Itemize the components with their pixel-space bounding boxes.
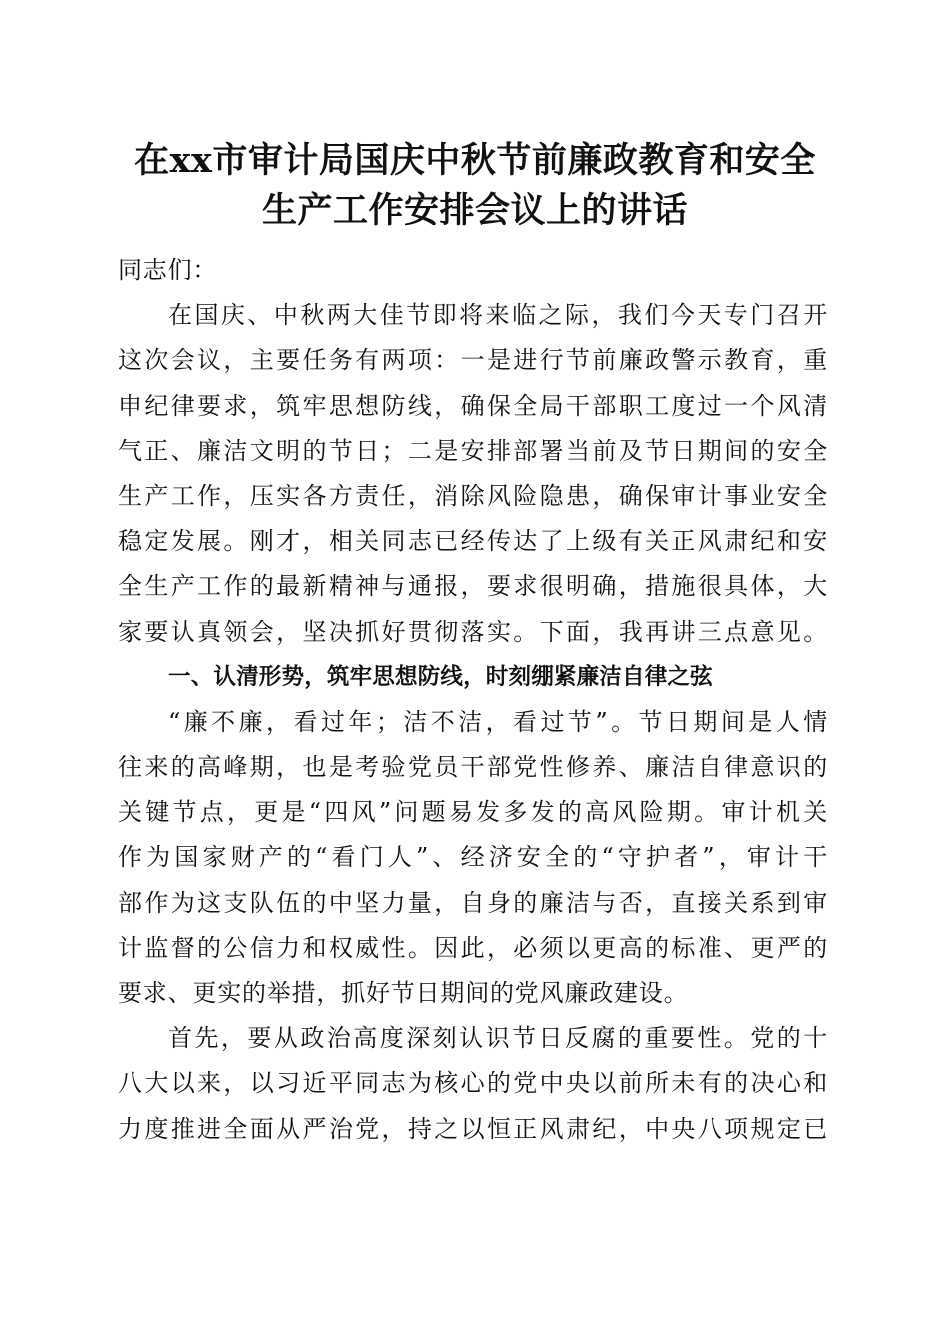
document-title (100, 136, 850, 236)
paragraph-line: “廉不廉，看过年；洁不洁，看过节”。节日期间是人情 (168, 707, 828, 736)
paragraph-line: 八大以来，以习近平同志为核心的党中央以前所未有的决心和 (118, 1069, 828, 1098)
paragraph-line: 关键节点，更是“四风”问题易发多发的高风险期。审计机关 (118, 798, 828, 827)
paragraph-line: 要求、更实的举措，抓好节日期间的党风廉政建设。 (118, 979, 689, 1007)
paragraph-line: 生产工作，压实各方责任，消除风险隐患，确保审计事业安全 (118, 481, 828, 510)
paragraph-intro (118, 293, 828, 655)
paragraph-line: 稳定发展。刚才，相关同志已经传达了上级有关正风肃纪和安 (118, 527, 828, 556)
paragraph-section-1-b (118, 1016, 828, 1152)
paragraph-line: 往来的高峰期，也是考验党员干部党性修养、廉洁自律意识的 (118, 753, 828, 782)
paragraph-line: 家要认真领会，坚决抓好贯彻落实。下面，我再讲三点意见。 (118, 617, 828, 646)
salutation: 同志们： (118, 256, 218, 284)
paragraph-line: 计监督的公信力和权威性。因此，必须以更高的标准、更严的 (118, 933, 828, 962)
document-body (118, 248, 828, 1152)
paragraph-line: 这次会议，主要任务有两项：一是进行节前廉政警示教育，重 (118, 346, 828, 375)
title-line-1: 在xx市审计局国庆中秋节前廉政教育和安全 (134, 140, 816, 181)
paragraph-line: 全生产工作的最新精神与通报，要求很明确，措施很具体，大 (118, 572, 828, 601)
paragraph-line: 部作为这支队伍的中坚力量，自身的廉洁与否，直接关系到审 (118, 888, 828, 917)
paragraph-line: 首先，要从政治高度深刻认识节日反腐的重要性。党的十 (168, 1024, 828, 1053)
section-heading-1: 一、认清形势，筑牢思想防线，时刻绷紧廉洁自律之弦 (168, 663, 713, 690)
title-line-2: 生产工作安排会议上的讲话 (261, 190, 688, 231)
paragraph-line: 申纪律要求，筑牢思想防线，确保全局干部职工度过一个风清 (118, 391, 828, 420)
paragraph-line: 作为国家财产的“看门人”、经济安全的“守护者”，审计干 (118, 843, 828, 872)
paragraph-line: 在国庆、中秋两大佳节即将来临之际，我们今天专门召开 (168, 301, 828, 330)
paragraph-line: 气正、廉洁文明的节日；二是安排部署当前及节日期间的安全 (118, 436, 828, 465)
paragraph-section-1-a (118, 700, 828, 1016)
paragraph-line: 力度推进全面从严治党，持之以恒正风肃纪，中央八项规定已 (118, 1114, 828, 1143)
